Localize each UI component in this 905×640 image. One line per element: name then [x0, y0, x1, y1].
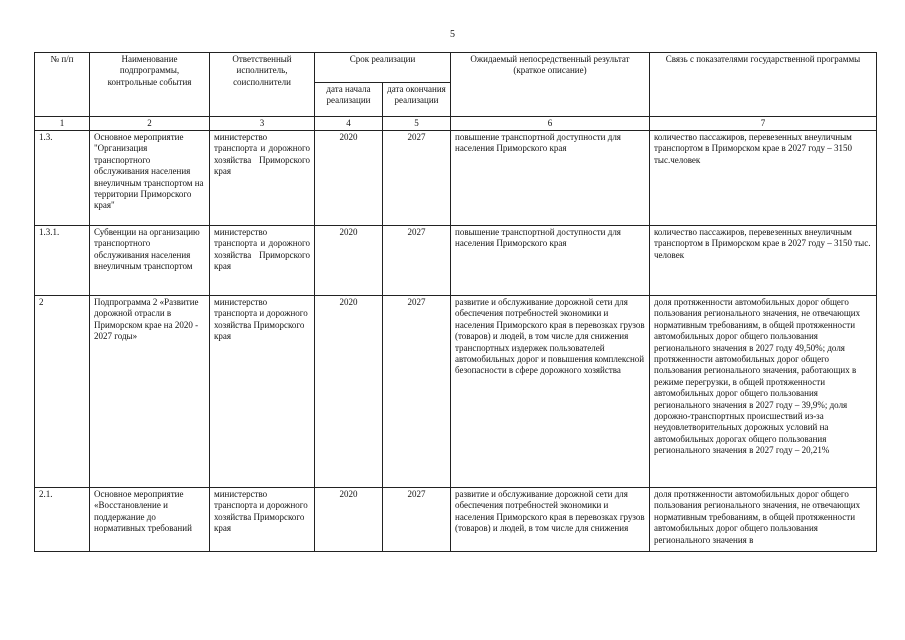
header-number: № п/п	[35, 53, 90, 117]
column-number: 6	[451, 117, 650, 131]
table-row	[35, 226, 877, 296]
column-number: 5	[383, 117, 451, 131]
row-result: повышение транспортной доступности для населения Приморского края	[451, 226, 650, 296]
header-start-date: дата начала реализации	[315, 83, 383, 117]
header-name: Наименование подпрограммы, контрольные события	[90, 53, 210, 117]
header-result: Ожидаемый непосредственный результат (краткое описание)	[451, 53, 650, 117]
row-start-date: 2020	[315, 131, 383, 226]
row-end-date: 2027	[383, 226, 451, 296]
row-number: 2	[35, 296, 90, 488]
row-result: повышение транспортной доступности для населения Приморского края	[451, 131, 650, 226]
row-end-date: 2027	[383, 296, 451, 488]
row-result: развитие и обслуживание дорожной сети для обеспечения потребностей экономики и населения Приморского края в перевозках грузов (товаров) и людей, в том числе для снижения транспортных издержек пользователей автомобильных дорог и повышения комплексной безопасности в сфере дорожного хозяйства	[451, 296, 650, 488]
implementation-plan-table	[34, 52, 877, 552]
row-start-date: 2020	[315, 226, 383, 296]
row-number: 2.1.	[35, 488, 90, 552]
header-executor: Ответственный исполнитель, соисполнители	[210, 53, 315, 117]
table-row	[35, 296, 877, 488]
table-row	[35, 131, 877, 226]
row-indicator-link: количество пассажиров, перевезенных внеуличным транспортом в Приморском крае в 2027 году – 3150 тыс.человек	[650, 131, 877, 226]
column-number-row	[35, 117, 877, 131]
column-number: 7	[650, 117, 877, 131]
row-name: Основное мероприятие «Восстановление и поддержание до нормативных требований	[90, 488, 210, 552]
row-executor: министерство транспорта и дорожного хозяйства Приморского края	[210, 488, 315, 552]
page-number: 5	[450, 29, 455, 40]
row-start-date: 2020	[315, 488, 383, 552]
row-number: 1.3.1.	[35, 226, 90, 296]
row-executor: министерство транспорта и дорожного хозяйства Приморского края	[210, 296, 315, 488]
column-number: 3	[210, 117, 315, 131]
row-indicator-link: доля протяженности автомобильных дорог общего пользования регионального значения, не отвечающих нормативным требованиям, в общей протяженности автомобильных дорог общего пользования регионального значения в 2027 году 49,50%; доля протяженности автомобильных дорог общего пользования регионального значения, работающих в режиме перегрузки, в общей протяженности автомобильных дорог общего пользования регионального значения в 2027 году – 39,9%; доля дорожно-транспортных происшествий из-за неудовлетворительных дорожных условий на автомобильных дорогах общего пользования регионального значения в 2027 году – 20,21%	[650, 296, 877, 488]
row-end-date: 2027	[383, 131, 451, 226]
header-term: Срок реализации	[315, 53, 451, 83]
row-result: развитие и обслуживание дорожной сети для обеспечения потребностей экономики и населения Приморского края в перевозках грузов (товаров) и людей, в том числе для снижения	[451, 488, 650, 552]
row-name: Субвенции на организацию транспортного обслуживания населения внеуличным транспортом	[90, 226, 210, 296]
table-row	[35, 488, 877, 552]
header-row	[35, 53, 877, 83]
row-end-date: 2027	[383, 488, 451, 552]
row-indicator-link: доля протяженности автомобильных дорог общего пользования регионального значения, не отвечающих нормативным требованиям, в общей протяженности автомобильных дорог общего пользования регионального значения в	[650, 488, 877, 552]
header-link: Связь с показателями государственной программы	[650, 53, 877, 117]
row-indicator-link: количество пассажиров, перевезенных внеуличным транспортом в Приморском крае в 2027 году – 3150 тыс. человек	[650, 226, 877, 296]
column-number: 2	[90, 117, 210, 131]
row-name: Подпрограмма 2 «Развитие дорожной отрасли в Приморском крае на 2020 - 2027 годы»	[90, 296, 210, 488]
row-number: 1.3.	[35, 131, 90, 226]
column-number: 4	[315, 117, 383, 131]
header-end-date: дата окончания реализации	[383, 83, 451, 117]
column-number: 1	[35, 117, 90, 131]
row-executor: министерство транспорта и дорожного хозяйства Приморского края	[210, 226, 315, 296]
row-executor: министерство транспорта и дорожного хозяйства Приморского края	[210, 131, 315, 226]
row-start-date: 2020	[315, 296, 383, 488]
row-name: Основное мероприятие "Организация транспортного обслуживания населения внеуличным транспортом на территории Приморского края"	[90, 131, 210, 226]
